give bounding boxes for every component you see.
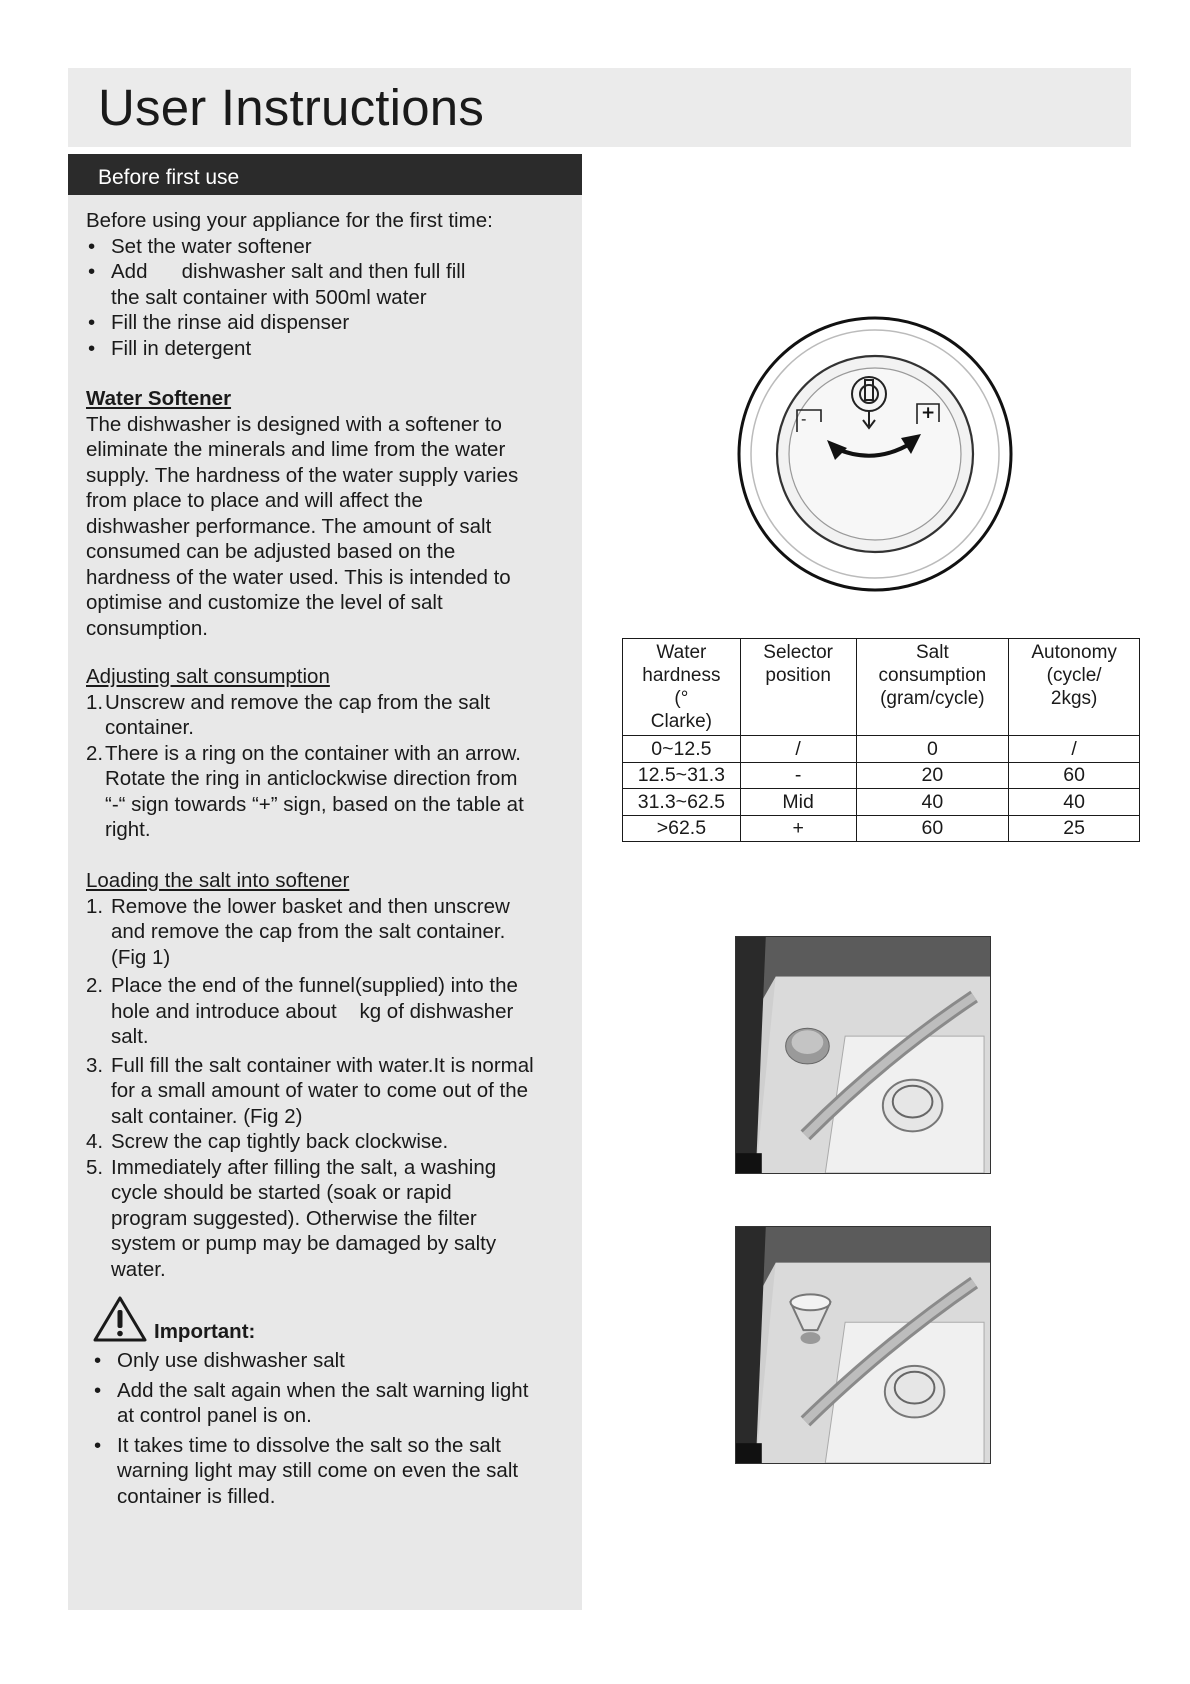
water-softener-line: hardness of the water used. This is intended to [86, 565, 511, 589]
important-item: • It takes time to dissolve the salt so the salt warning light may still come on even the salt container is filled. [92, 1433, 528, 1510]
table-cell: 31.3~62.5 [623, 789, 741, 816]
adjusting-block [86, 664, 524, 843]
loading-item: 2. Place the end of the funnel(supplied) into the hole and introduce about kg of dishwasher salt. [86, 974, 518, 1048]
water-softener-line: dishwasher performance. The amount of salt [86, 514, 492, 538]
table-header-cell: Water hardness (° Clarke) [623, 639, 741, 736]
table-row [623, 815, 1140, 842]
fig2-photo [735, 1226, 991, 1464]
water-softener-line: from place to place and will affect the [86, 489, 423, 512]
important-label: Important: [154, 1319, 256, 1343]
table-cell: + [740, 815, 856, 842]
intro-bullet: • Fill in detergent [86, 336, 493, 362]
adjusting-heading: Adjusting salt consumption [86, 665, 330, 688]
water-softener-line: consumption. [86, 616, 208, 640]
important-item: • Only use dishwasher salt [92, 1348, 528, 1374]
table-cell: - [740, 762, 856, 789]
loading-heading: Loading the salt into softener [86, 869, 350, 892]
important-item: • Add the salt again when the salt warning light at control panel is on. [92, 1378, 528, 1429]
section-title: Before first use [68, 154, 582, 195]
table-cell: >62.5 [623, 815, 741, 842]
fig1-photo [735, 936, 991, 1174]
intro-bullet: • Set the water softener [86, 234, 493, 260]
header-bar [68, 68, 1131, 147]
table-cell: 0 [856, 736, 1009, 763]
loading-item: 1. Remove the lower basket and then unscrew and remove the cap from the salt container. (Fig 1) [86, 894, 510, 969]
water-softener-line: The dishwasher is designed with a softener to [86, 412, 502, 436]
table-cell: Mid [740, 789, 856, 816]
table-cell: 20 [856, 762, 1009, 789]
left-column [68, 154, 582, 1610]
selector-minus-label: - [801, 410, 807, 428]
intro-bullet: • Add dishwasher salt and then full fill [86, 259, 493, 285]
water-softener-line: optimise and customize the level of salt [86, 591, 443, 614]
water-softener-line: eliminate the minerals and lime from the water [86, 438, 506, 461]
loading-block [86, 868, 534, 1282]
important-block [92, 1294, 528, 1513]
table-header-cell: Autonomy (cycle/ 2kgs) [1009, 639, 1140, 736]
table-cell: / [1009, 736, 1140, 763]
intro-block [86, 208, 493, 361]
water-softener-line: consumed can be adjusted based on the [86, 540, 456, 563]
table-cell: 0~12.5 [623, 736, 741, 763]
table-row [623, 762, 1140, 789]
warning-icon [92, 1294, 148, 1344]
water-softener-heading: Water Softener [86, 387, 232, 410]
hardness-table [622, 638, 1140, 842]
salt-selector-illustration [735, 314, 1015, 594]
table-cell: 60 [1009, 762, 1140, 789]
table-row [623, 736, 1140, 763]
loading-item: 3. Full fill the salt container with water.It is normal for a small amount of water to come out of the salt container. (Fig 2) [86, 1053, 534, 1128]
table-header-row [623, 639, 1140, 736]
selector-plus-label: + [921, 403, 936, 423]
intro-lead: Before using your appliance for the first time: [86, 209, 493, 232]
table-header-cell: Selector position [740, 639, 856, 736]
table-row [623, 789, 1140, 816]
water-softener-block [86, 386, 518, 641]
table-cell: / [740, 736, 856, 763]
table-cell: 60 [856, 815, 1009, 842]
intro-bullet: • Fill the rinse aid dispenser [86, 310, 493, 336]
intro-bullet-cont: the salt container with 500ml water [111, 285, 427, 309]
table-header-cell: Salt consumption (gram/cycle) [856, 639, 1009, 736]
adjusting-item: 2. There is a ring on the container with an arrow. Rotate the ring in anticlockwise direction from “-“ sign towards “+” sign, based on the table at right. [86, 741, 524, 841]
water-softener-line: supply. The hardness of the water supply varies [86, 463, 519, 487]
loading-item: 4. Screw the cap tightly back clockwise. [86, 1130, 449, 1153]
adjusting-item: 1. Unscrew and remove the cap from the salt container. [86, 690, 491, 739]
table-cell: 40 [1009, 789, 1140, 816]
loading-item: 5. Immediately after filling the salt, a washing cycle should be started (soak or rapid program suggested). Otherwise the filter system or pump may be damaged by salty water. [86, 1155, 497, 1281]
table-cell: 40 [856, 789, 1009, 816]
table-cell: 12.5~31.3 [623, 762, 741, 789]
important-heading [92, 1294, 528, 1344]
page-title: User Instructions [98, 79, 485, 136]
table-cell: 25 [1009, 815, 1140, 842]
